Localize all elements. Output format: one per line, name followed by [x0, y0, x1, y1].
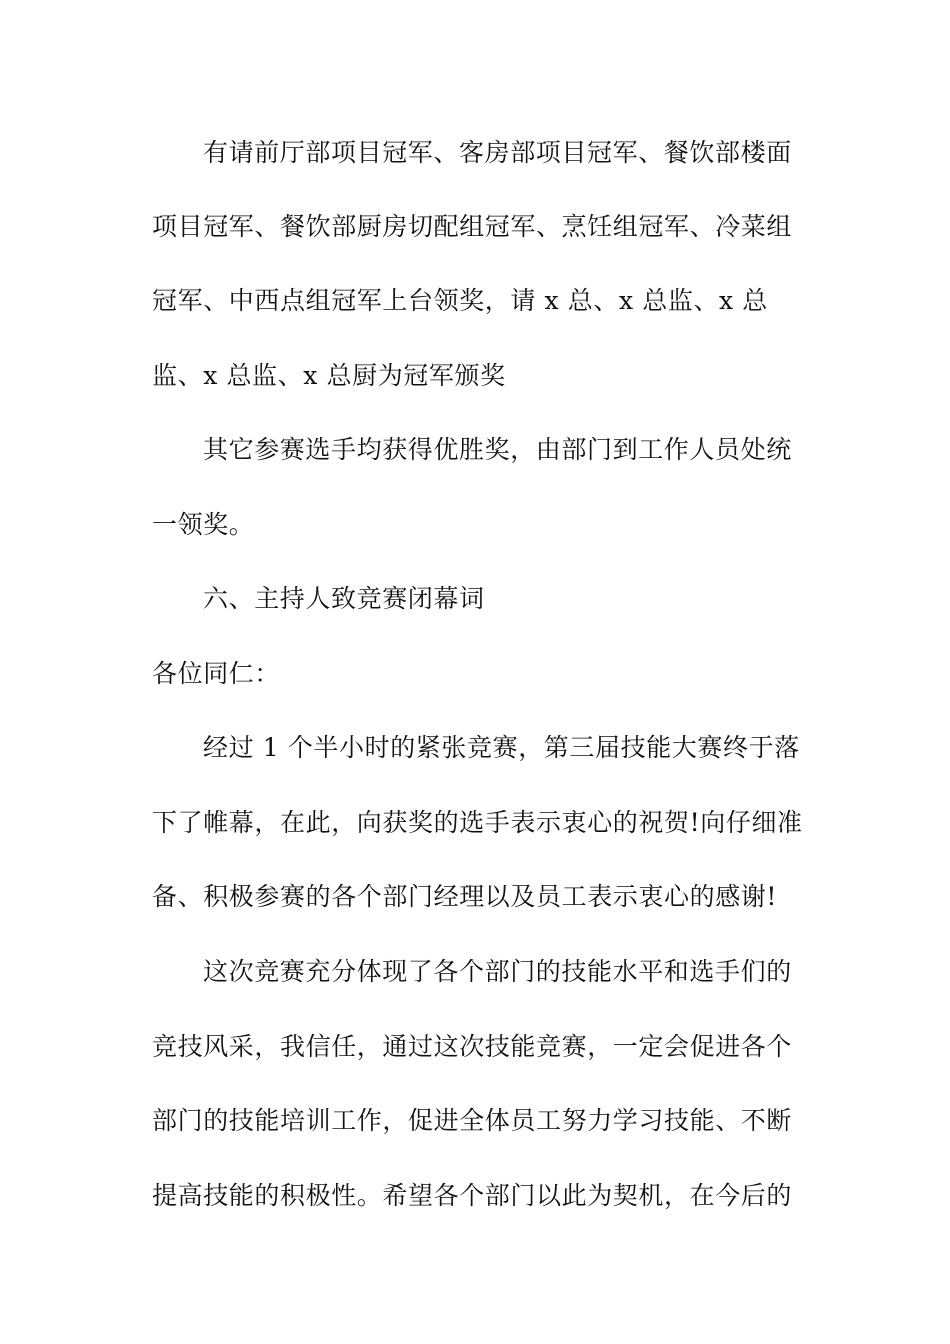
text-line: 提高技能的积极性。希望各个部门以此为契机，在今后的 [152, 1181, 793, 1210]
text-line: 其它参赛选手均获得优胜奖，由部门到工作人员处统 [203, 435, 792, 464]
text-line: 一领奖。 [152, 510, 255, 539]
text-line: 冠军、中西点组冠军上台领奖，请 x 总、x 总监、x 总 [152, 286, 768, 315]
text-line: 备、积极参赛的各个部门经理以及员工表示衷心的感谢! [152, 882, 778, 911]
text-line: 经过 1 个半小时的紧张竞赛，第三届技能大赛终于落 [203, 733, 800, 762]
section-heading: 六、主持人致竞赛闭幕词 [203, 584, 485, 613]
text-line: 项目冠军、餐饮部厨房切配组冠军、烹饪组冠军、冷菜组 [152, 212, 793, 241]
text-line: 有请前厅部项目冠军、客房部项目冠军、餐饮部楼面 [203, 138, 792, 167]
text-line: 这次竞赛充分体现了各个部门的技能水平和选手们的 [203, 957, 792, 986]
text-line: 监、x 总监、x 总厨为冠军颁奖 [152, 361, 506, 390]
text-line: 竞技风采，我信任，通过这次技能竞赛，一定会促进各个 [152, 1032, 793, 1061]
text-line: 部门的技能培训工作，促进全体员工努力学习技能、不断 [152, 1106, 793, 1135]
text-line: 下了帷幕，在此，向获奖的选手表示衷心的祝贺!向仔细准 [152, 808, 803, 837]
salutation: 各位同仁： [152, 659, 281, 688]
